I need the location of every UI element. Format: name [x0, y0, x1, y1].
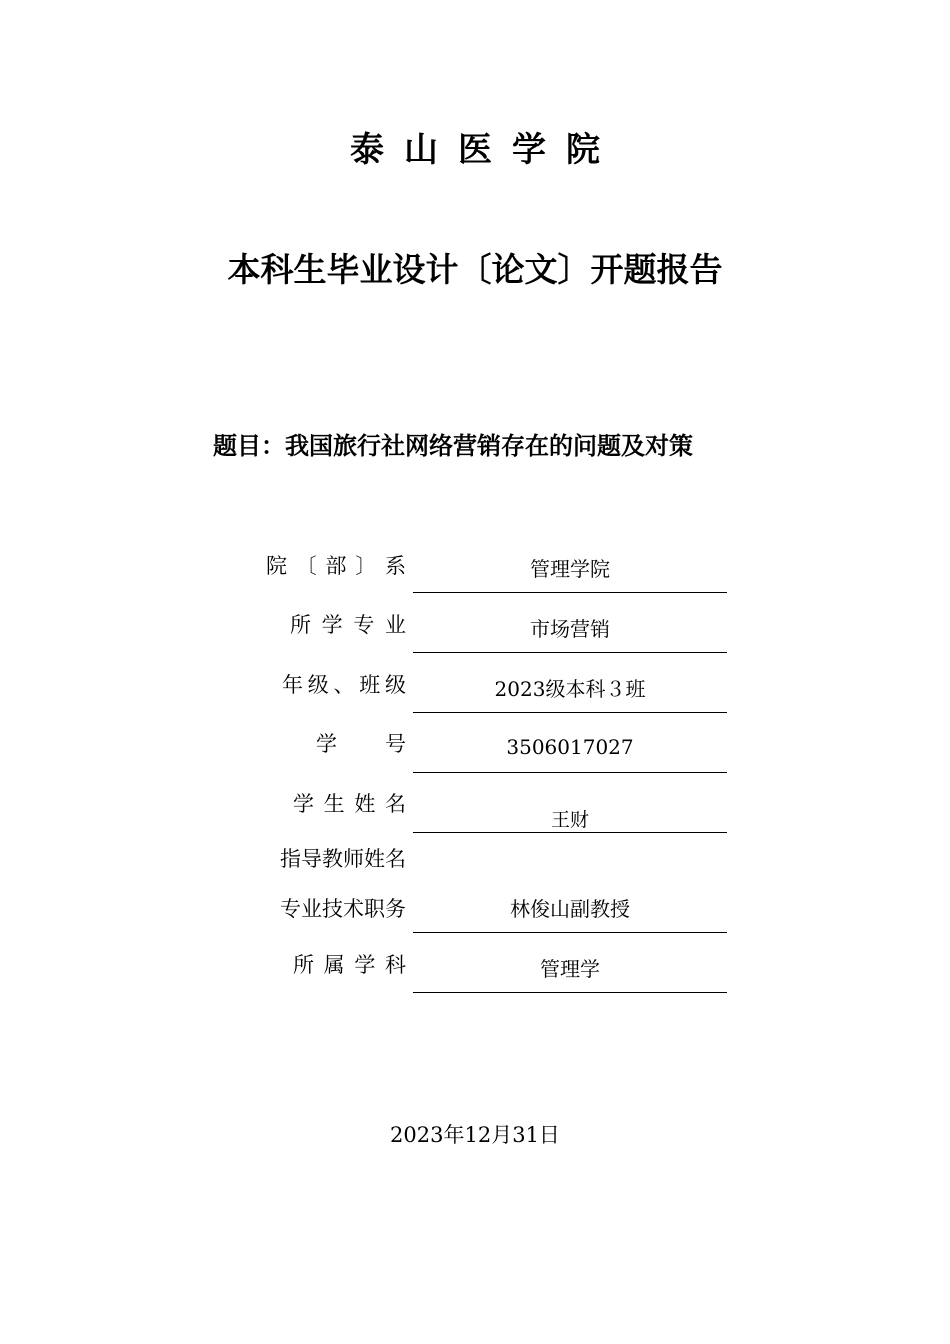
label-char: 专 — [353, 613, 375, 637]
grade-class-underline — [413, 712, 727, 713]
major-label — [290, 610, 406, 640]
student-id-value: 3506017027 — [506, 735, 634, 759]
advisor-name-label: 指导教师姓名 — [280, 847, 406, 871]
department-underline — [413, 592, 727, 593]
label-char: 院 — [266, 554, 287, 578]
discipline-value: 管理学 — [540, 957, 600, 981]
label-char: 、 — [333, 673, 355, 697]
label-char: 级 — [307, 673, 329, 697]
label-char: 年 — [282, 673, 303, 697]
label-char: 部 — [325, 554, 347, 578]
label-char: 〕 — [355, 554, 377, 578]
school-name: 泰山医学院 — [350, 130, 620, 170]
discipline-underline — [413, 992, 727, 993]
thesis-topic — [213, 428, 693, 464]
label-char: 学 — [293, 792, 314, 816]
label-char: 科 — [384, 953, 406, 977]
grade-class-label — [282, 670, 406, 700]
label-char: 学 — [354, 953, 376, 977]
topic-text: 我国旅行社网络营销存在的问题及对策 — [285, 432, 693, 460]
label-char: 名 — [384, 792, 406, 816]
student-name-label — [293, 789, 406, 819]
major-value: 市场营销 — [530, 617, 610, 641]
advisor-title-underline — [413, 932, 727, 933]
label-char: 所 — [293, 953, 314, 977]
label-char: 号 — [385, 732, 406, 756]
discipline-label — [293, 950, 406, 980]
label-char: 业 — [384, 613, 406, 637]
major-underline — [413, 652, 727, 653]
label-char: 学 — [316, 732, 337, 756]
label-char: 姓 — [354, 792, 376, 816]
student-id-underline — [413, 772, 727, 773]
report-date: 2023年12月31日 — [390, 1123, 560, 1147]
advisor-title-value: 林俊山副教授 — [510, 897, 630, 921]
label-char: 所 — [290, 613, 311, 637]
label-char: 级 — [385, 673, 406, 697]
advisor-title-label: 专业技术职务 — [280, 897, 406, 921]
topic-label: 题目： — [213, 432, 285, 460]
student-name-underline — [413, 832, 727, 833]
student-name-value: 王财 — [550, 809, 589, 831]
department-value: 管理学院 — [530, 557, 610, 581]
label-char: 班 — [359, 673, 381, 697]
label-char: 学 — [321, 613, 343, 637]
grade-class-value: 2023级本科３班 — [494, 677, 646, 701]
label-char: 属 — [323, 953, 345, 977]
label-char: 系 — [385, 554, 406, 578]
student-id-label — [316, 729, 406, 759]
label-char: 〔 — [295, 554, 317, 578]
report-title: 本科生毕业设计〔论文〕开题报告 — [227, 250, 723, 289]
department-label — [266, 551, 406, 581]
label-char: 生 — [323, 792, 345, 816]
